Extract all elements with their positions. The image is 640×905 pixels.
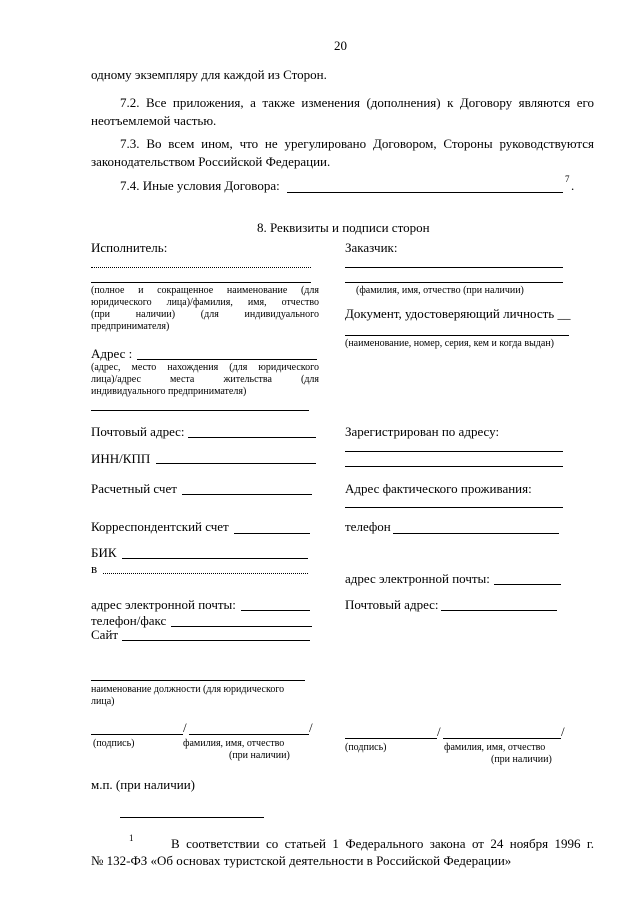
customer-phone-label: телефон	[345, 519, 391, 534]
other-conditions-field[interactable]	[287, 192, 563, 193]
customer-heading: Заказчик:	[345, 240, 398, 255]
executor-phone-label: телефон/факс	[91, 613, 167, 628]
executor-email-field[interactable]	[241, 610, 310, 611]
section-title: 8. Реквизиты и подписи сторон	[257, 220, 430, 235]
executor-bik-label: БИК	[91, 545, 117, 560]
executor-address-field-2[interactable]	[91, 410, 309, 411]
customer-fio-note: (фамилия, имя, отчество (при наличии)	[356, 285, 524, 296]
footnote-line-1: В соответствии со статьей 1 Федерального закона от 24 ноября 1996 г.	[171, 836, 594, 851]
executor-slash-2: /	[309, 720, 313, 735]
executor-email-label: адрес электронной почты:	[91, 597, 236, 612]
customer-slash-1: /	[437, 724, 441, 739]
executor-account-field[interactable]	[182, 494, 312, 495]
paragraph-74-label: 7.4. Иные условия Договора:	[120, 178, 280, 193]
executor-fio-note-2: (при наличии)	[229, 750, 290, 761]
paragraph-71-end: одному экземпляру для каждой из Сторон.	[91, 67, 327, 82]
executor-name-note-4: предпринимателя)	[91, 321, 170, 332]
page-number: 20	[334, 38, 347, 53]
paragraph-74-period: .	[571, 178, 575, 193]
customer-postal-field[interactable]	[441, 610, 557, 611]
executor-fio-note-1: фамилия, имя, отчество	[183, 738, 285, 749]
executor-name-note-2: юридического лица)/фамилия, имя, отчество	[91, 297, 319, 308]
paragraph-72-line2: неотъемлемой частью.	[91, 113, 217, 128]
executor-address-note-3: индивидуального предпринимателя)	[91, 386, 247, 397]
footnote-ref-7: 7	[565, 174, 570, 184]
executor-name-note-3: (при наличии) (для индивидуального	[91, 309, 319, 320]
executor-postal-field[interactable]	[188, 437, 316, 438]
executor-address-field[interactable]	[137, 359, 317, 360]
executor-corr-account-label: Корреспондентский счет	[91, 519, 229, 534]
customer-actual-address-label: Адрес фактического проживания:	[345, 481, 532, 496]
executor-bik-field[interactable]	[122, 558, 308, 559]
paragraph-73-line1: 7.3. Во всем ином, что не урегулировано Договором, Стороны руководствуются	[120, 136, 594, 151]
executor-site-field[interactable]	[122, 640, 310, 641]
executor-address-label: Адрес :	[91, 346, 133, 361]
customer-document-label: Документ, удостоверяющий личность __	[345, 306, 571, 321]
customer-email-label: адрес электронной почты:	[345, 571, 490, 586]
footnote-separator	[120, 817, 264, 818]
customer-slash-2: /	[561, 724, 565, 739]
customer-fio-field-1[interactable]	[345, 267, 563, 268]
executor-fio-field[interactable]	[189, 734, 309, 735]
executor-phone-field[interactable]	[171, 626, 312, 627]
customer-phone-field[interactable]	[393, 533, 559, 534]
executor-site-label: Сайт	[91, 627, 119, 642]
footnote-mark: 1	[129, 833, 134, 843]
paragraph-72-line1: 7.2. Все приложения, а также изменения (дополнения) к Договору являются его	[120, 95, 594, 110]
customer-postal-label: Почтовый адрес:	[345, 597, 439, 612]
customer-registered-field-2[interactable]	[345, 466, 563, 467]
customer-registered-field-1[interactable]	[345, 451, 563, 452]
customer-registered-label: Зарегистрирован по адресу:	[345, 424, 500, 439]
paragraph-73-line2: законодательством Российской Федерации.	[91, 154, 331, 169]
executor-position-note-2: лица)	[91, 696, 115, 707]
customer-document-field[interactable]	[345, 335, 569, 336]
executor-corr-account-field[interactable]	[234, 533, 310, 534]
executor-signature-note: (подпись)	[93, 738, 135, 749]
customer-fio-note-1: фамилия, имя, отчество	[444, 742, 546, 753]
executor-name-field-1[interactable]	[91, 267, 311, 268]
customer-signature-field[interactable]	[345, 738, 437, 739]
executor-address-note-1: (адрес, место нахождения (для юридического	[91, 362, 319, 373]
executor-heading: Исполнитель:	[91, 240, 168, 255]
executor-name-note-1: (полное и сокращенное наименование (для	[91, 285, 319, 296]
customer-email-field[interactable]	[494, 584, 561, 585]
footnote-line-2: № 132-ФЗ «Об основах туристской деятельности в Российской Федерации»	[91, 853, 512, 868]
executor-position-note-1: наименование должности (для юридического	[91, 684, 285, 695]
executor-slash-1: /	[183, 720, 187, 735]
customer-actual-address-field[interactable]	[345, 507, 563, 508]
executor-seal-label: м.п. (при наличии)	[91, 777, 195, 792]
executor-bank-label: в	[91, 561, 98, 576]
customer-fio-note-2: (при наличии)	[491, 754, 552, 765]
executor-name-field-2[interactable]	[91, 282, 311, 283]
executor-bank-field[interactable]	[103, 573, 308, 574]
executor-address-note-2: лица)/адрес места жительства (для	[91, 374, 319, 385]
executor-inn-field[interactable]	[156, 463, 316, 464]
customer-signature-note: (подпись)	[345, 742, 387, 753]
executor-postal-label: Почтовый адрес:	[91, 424, 185, 439]
executor-account-label: Расчетный счет	[91, 481, 177, 496]
customer-fio-field-2[interactable]	[345, 282, 563, 283]
executor-inn-label: ИНН/КПП	[91, 451, 151, 466]
executor-signature-field[interactable]	[91, 734, 183, 735]
executor-position-field[interactable]	[91, 680, 305, 681]
customer-document-note: (наименование, номер, серия, кем и когда выдан)	[345, 338, 554, 349]
customer-fio-field[interactable]	[443, 738, 561, 739]
